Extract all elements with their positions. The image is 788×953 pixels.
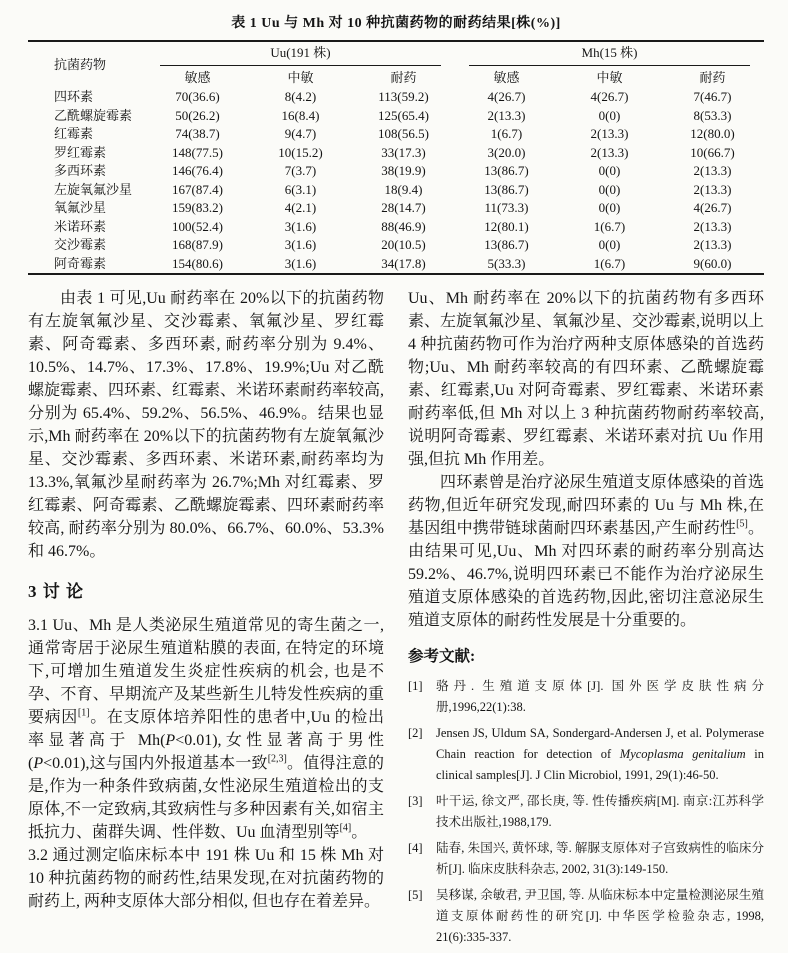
table-row — [28, 88, 764, 107]
drug-name-cell: 氧氟沙星 — [54, 200, 107, 215]
value-cell: 0(0) — [598, 181, 621, 197]
value-cell: 12(80.0) — [690, 126, 735, 141]
value-cell: 1(6.7) — [593, 255, 626, 271]
reference-item — [408, 885, 764, 948]
drug-name-cell: 乙酰螺旋霉素 — [54, 107, 133, 123]
value-cell: 4(26.7) — [487, 89, 526, 104]
references-heading: 参考文献: — [408, 648, 476, 665]
left-column — [28, 287, 384, 953]
value-cell: 5(33.3) — [487, 255, 526, 271]
value-cell: 88(46.9) — [381, 218, 426, 234]
value-cell: 34(17.8) — [381, 255, 426, 271]
value-cell: 3(1.6) — [284, 237, 317, 252]
discussion-heading: 3 讨 论 — [28, 582, 84, 601]
value-cell: 20(10.5) — [381, 237, 426, 252]
value-cell: 2(13.3) — [590, 126, 629, 141]
value-cell: 4(2.1) — [284, 200, 317, 215]
drug-name-cell: 多西环素 — [54, 163, 107, 178]
value-cell: 50(26.2) — [175, 107, 220, 123]
citation-superscript: [5] — [736, 518, 748, 530]
reference-number: [5] — [408, 888, 423, 902]
tetracycline-paragraph: 四环素曾是治疗泌尿生殖道支原体感染的首选药物,但近年研究发现,耐四环素的 Uu 与 Mh 株,在基因组中携带链球菌耐四环素基因,产生耐药性[5]。由结果可见,Uu、Mh 对四环素的耐药率分别高达 59.2%、46.7%,说明四环素已不能作为治疗泌尿生殖道支原体感染的首选药物,因此,密切注意泌尿生殖道支原体的耐药性发展是十分重要的。 — [408, 474, 764, 629]
value-cell: 74(38.7) — [175, 126, 220, 141]
table-row — [28, 199, 764, 218]
value-cell: 2(13.3) — [693, 218, 732, 234]
value-cell: 168(87.9) — [172, 237, 223, 252]
value-cell: 28(14.7) — [381, 200, 426, 215]
col-header-mh-intermediate: 中敏 — [596, 69, 623, 85]
value-cell: 154(80.6) — [172, 255, 223, 271]
drug-name-cell: 阿奇霉素 — [54, 255, 107, 271]
reference-number: [1] — [408, 679, 423, 693]
value-cell: 11(73.3) — [484, 200, 529, 215]
value-cell: 1(6.7) — [593, 218, 626, 234]
right-column — [408, 287, 764, 953]
group-header-mh-cell — [455, 41, 764, 67]
resistance-table — [28, 40, 764, 275]
value-cell: 4(26.7) — [590, 89, 629, 104]
discussion-continued-paragraph: Uu、Mh 耐药率在 20%以下的抗菌药物有多西环素、左旋氧氟沙星、氧氟沙星、交沙霉素,说明以上 4 种抗菌药物可作为治疗两种支原体感染的首选药物;Uu、Mh 耐药率较高的有四环素、乙酰螺旋霉素、红霉素,Uu 对阿奇霉素、罗红霉素、米诺环素耐药率低,但 Mh 对以上 3 种抗菌药物耐药率较高, 说明阿奇霉素、罗红霉素、米诺环素对抗 Uu 作用强,但抗 Mh 作用差。 — [408, 290, 765, 468]
value-cell: 4(26.7) — [693, 200, 732, 215]
value-cell: 3(20.0) — [487, 144, 526, 160]
drug-name-cell: 左旋氧氟沙星 — [54, 181, 133, 197]
reference-item — [408, 791, 764, 833]
reference-number: [2] — [408, 726, 423, 740]
col-header-uu-intermediate: 中敏 — [287, 69, 314, 85]
table-row — [28, 255, 764, 275]
reference-text: 陆春, 朱国兴, 黄怀球, 等. 解脲支原体对子宫致病性的临床分析[J]. 临床皮肤科杂志, 2002, 31(3):149-150. — [436, 841, 764, 876]
col-header-drug: 抗菌药物 — [54, 56, 107, 72]
value-cell: 13(86.7) — [484, 163, 529, 178]
value-cell: 16(8.4) — [281, 107, 320, 123]
value-cell: 33(17.3) — [381, 144, 426, 160]
reference-text: 吴移谋, 余敏君, 尹卫国, 等. 从临床标本中定量检测泌尿生殖道支原体耐药性的研究[J]. 中华医学检验杂志, 1998, 21(6):335-337. — [436, 888, 764, 944]
value-cell: 148(77.5) — [172, 144, 223, 160]
table-header — [28, 41, 764, 88]
value-cell: 9(60.0) — [693, 255, 732, 271]
value-cell: 13(86.7) — [484, 181, 529, 197]
reference-text: 骆丹. 生殖道支原体[J]. 国外医学皮肤性病分册,1996,22(1):38. — [436, 679, 764, 714]
citation-superscript: [2,3] — [267, 753, 287, 765]
group-header-row — [28, 41, 764, 67]
italic-text: Mycoplasma genitalium — [619, 747, 746, 761]
value-cell: 13(86.7) — [484, 237, 529, 252]
two-column-text — [28, 287, 764, 953]
value-cell: 12(80.1) — [484, 218, 529, 234]
drug-name-cell: 四环素 — [54, 89, 94, 104]
value-cell: 0(0) — [598, 107, 621, 123]
value-cell: 159(83.2) — [172, 200, 223, 215]
table-row — [28, 125, 764, 144]
italic-text: P — [165, 732, 176, 749]
table-body — [28, 88, 764, 274]
col-header-uu-resistant: 耐药 — [390, 69, 417, 85]
value-cell: 38(19.9) — [381, 163, 426, 178]
drug-name-cell: 米诺环素 — [54, 218, 107, 234]
group-header-uu-cell — [146, 41, 455, 67]
col-header-mh-resistant: 耐药 — [699, 69, 726, 85]
reference-item — [408, 838, 764, 880]
drug-name-cell: 交沙霉素 — [54, 237, 107, 252]
value-cell: 7(3.7) — [284, 163, 317, 178]
reference-text: 叶干运, 徐文严, 邵长庚, 等. 性传播疾病[M]. 南京:江苏科学技术出版社,1988,179. — [436, 794, 764, 829]
value-cell: 0(0) — [598, 237, 621, 252]
table-row — [28, 236, 764, 255]
reference-item — [408, 676, 764, 718]
italic-text: P — [33, 755, 44, 772]
value-cell: 1(6.7) — [490, 126, 523, 141]
group-header-mh: Mh(15 株) — [469, 43, 750, 66]
drug-name-cell: 红霉素 — [54, 126, 94, 141]
value-cell: 0(0) — [598, 163, 621, 178]
value-cell: 6(3.1) — [284, 181, 317, 197]
table-row — [28, 107, 764, 126]
table-row — [28, 218, 764, 237]
table-row — [28, 181, 764, 200]
value-cell: 10(66.7) — [690, 144, 735, 160]
reference-text: Jensen JS, Uldum SA, Sondergard-Andersen J, et al. Polymerase Chain reaction for detection of Mycoplasma genitalium in clinical samples[J]. J Clin Microbiol, 1991, 29(1):46-50. — [436, 726, 764, 782]
value-cell: 8(4.2) — [284, 89, 317, 104]
value-cell: 108(56.5) — [378, 126, 429, 141]
value-cell: 3(1.6) — [284, 255, 317, 271]
value-cell: 100(52.4) — [172, 218, 223, 234]
results-paragraph: 由表 1 可见,Uu 耐药率在 20%以下的抗菌药物有左旋氧氟沙星、交沙霉素、氧氟沙星、罗红霉素、阿奇霉素、多西环素, 耐药率分别为 9.4%、10.5%、14.7%、17.3%、17.8%、19.9%;Uu 对乙酰螺旋霉素、四环素、红霉素、米诺环素耐药率较高,分别为 65.4%、59.2%、56.5%、46.9%。结果也显示,Mh 耐药率在 20%以下的抗菌药物有左旋氧氟沙星、交沙霉素、多西环素、米诺环素,耐药率均为 13.3%,氧氟沙星耐药率为 26.7%;Mh 对红霉素、罗红霉素、阿奇霉素、乙酰螺旋霉素、四环素耐药率较高, 耐药率分别为 80.0%、66.7%、60.0%、53.3%和 46.7%。 — [28, 290, 385, 560]
value-cell: 0(0) — [598, 200, 621, 215]
value-cell: 113(59.2) — [378, 89, 429, 104]
value-cell: 2(13.3) — [487, 107, 526, 123]
value-cell: 146(76.4) — [172, 163, 223, 178]
value-cell: 2(13.3) — [693, 163, 732, 178]
value-cell: 167(87.4) — [172, 181, 223, 197]
value-cell: 2(13.3) — [693, 237, 732, 252]
discussion-paragraph-3-2: 3.2 通过测定临床标本中 191 株 Uu 和 15 株 Mh 对 10 种抗菌药物的耐药性,结果发现,在对抗菌药物的耐药上, 两种支原体大部分相似, 但也存在着差异。 — [28, 847, 384, 910]
citation-superscript: [1] — [77, 707, 90, 719]
reference-item — [408, 723, 764, 786]
value-cell: 7(46.7) — [693, 89, 732, 104]
value-cell: 2(13.3) — [693, 181, 732, 197]
table-title: 表 1 Uu 与 Mh 对 10 种抗菌药物的耐药结果[株(%)] — [231, 16, 561, 31]
references-list — [408, 676, 764, 948]
drug-name-cell: 罗红霉素 — [54, 144, 107, 160]
value-cell: 70(36.6) — [175, 89, 220, 104]
reference-number: [4] — [408, 841, 423, 855]
discussion-paragraph-3-1: 3.1 Uu、Mh 是人类泌尿生殖道常见的寄生菌之一,通常寄居于泌尿生殖道粘膜的表面, 在特定的环境下,可增加生殖道发生炎症性疾病的机会, 也是不孕、不育、早期流产及某些新生儿特发性疾病的重要病因[1]。在支原体培养阳性的患者中,Uu 的检出率显著高于 Mh(P<0.01),女性显著高于男性(P<0.01),这与国内外报道基本一致[2,3]。值得注意的是,作为一种条件致病菌,女性泌尿生殖道检出的支原体,不一定致病,其致病性与多种因素有关,如宿主抵抗力、菌群失调、性伴数、Uu 血清型别等[4]。 — [28, 617, 384, 841]
group-header-uu: Uu(191 株) — [160, 43, 441, 66]
table-row — [28, 162, 764, 181]
col-header-mh-sensitive: 敏感 — [493, 69, 520, 85]
value-cell: 3(1.6) — [284, 218, 317, 234]
value-cell: 8(53.3) — [693, 107, 732, 123]
value-cell: 125(65.4) — [378, 107, 429, 123]
value-cell: 18(9.4) — [384, 181, 423, 197]
citation-superscript: [4] — [339, 822, 352, 834]
value-cell: 9(4.7) — [284, 126, 317, 141]
col-header-uu-sensitive: 敏感 — [184, 69, 211, 85]
table-row — [28, 144, 764, 163]
value-cell: 10(15.2) — [278, 144, 323, 160]
value-cell: 2(13.3) — [590, 144, 629, 160]
reference-number: [3] — [408, 794, 423, 808]
